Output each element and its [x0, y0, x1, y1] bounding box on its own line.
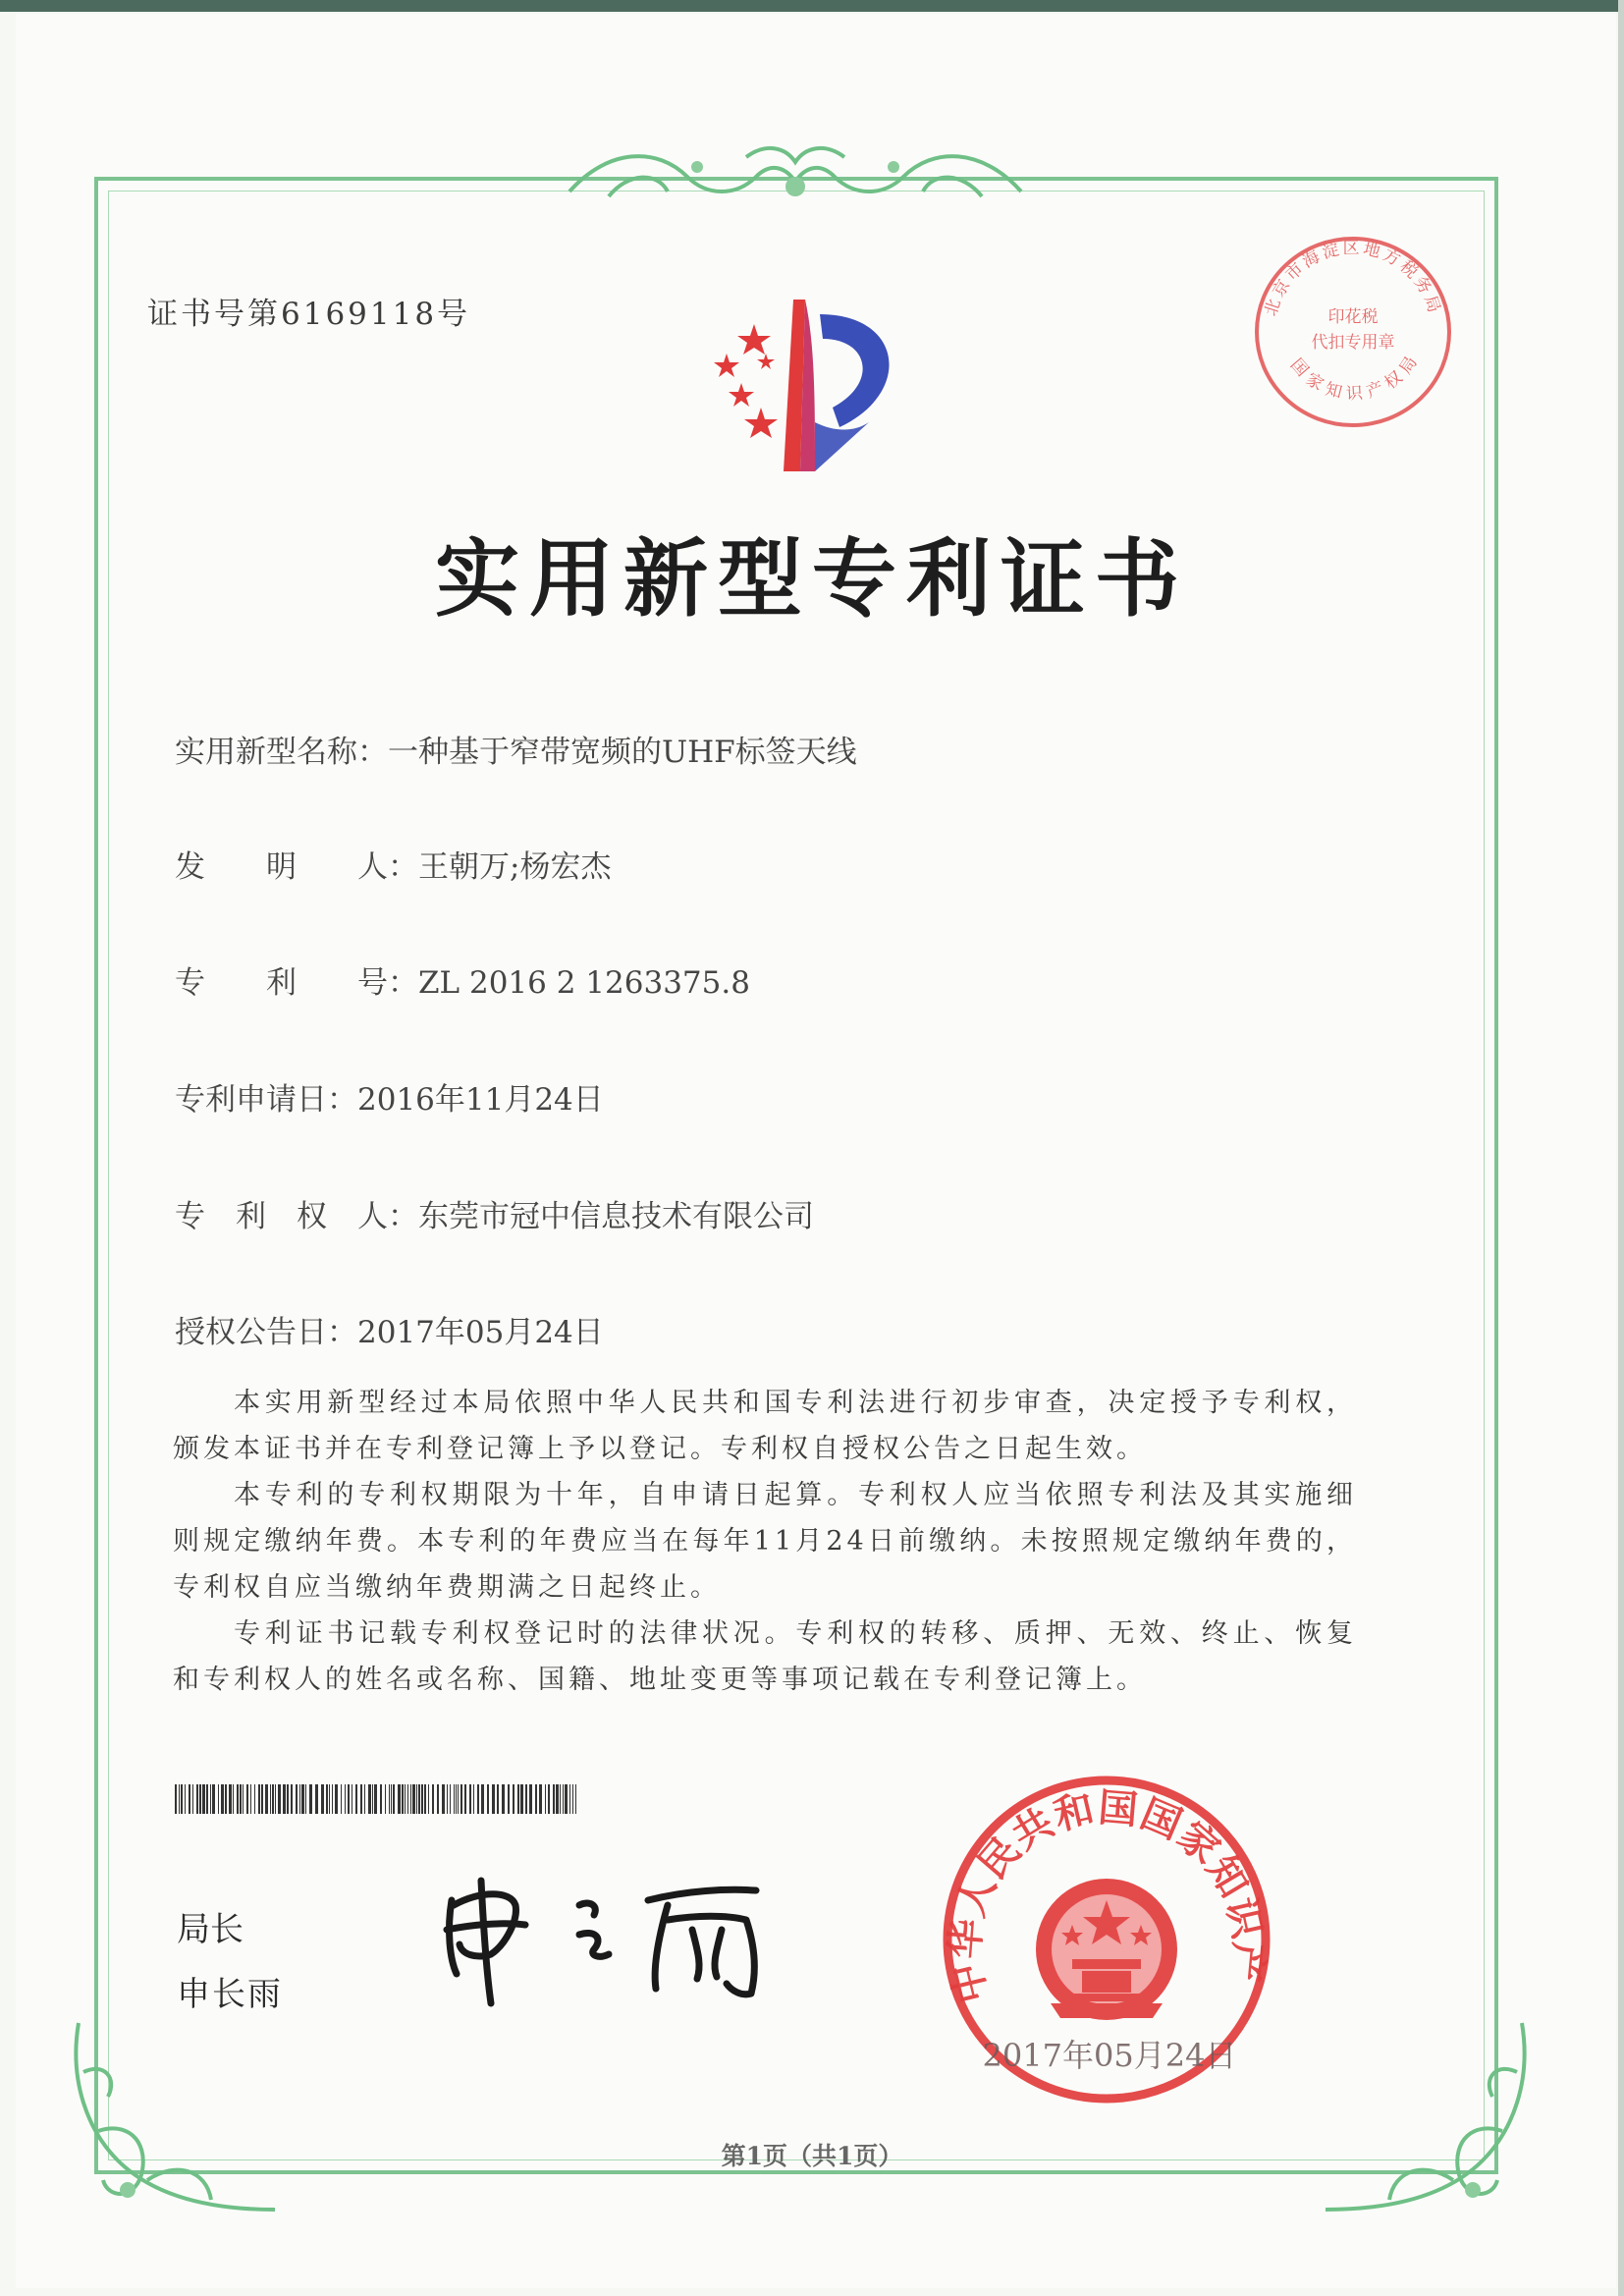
body-paragraph: 专利证书记载专利权登记时的法律状况。专利权的转移、质押、无效、终止、恢复和专利权人的姓名或名称、国籍、地址变更等事项记载在专利登记簿上。	[173, 1618, 1357, 1695]
body-paragraph: 本专利的专利权期限为十年，自申请日起算。专利权人应当依照专利法及其实施细则规定缴纳年费。本专利的年费应当在每年11月24日前缴纳。未按照规定缴纳年费的，专利权自应当缴纳年费期满之日起终止。	[173, 1480, 1357, 1603]
field-patentee	[175, 1191, 814, 1235]
national-emblem-icon	[1036, 1879, 1177, 2020]
field-value: 王朝万;杨宏杰	[418, 849, 612, 885]
certificate-number: 证书号第6169118号	[147, 297, 471, 332]
field-patent-number	[175, 957, 750, 1002]
field-label: 专利申请日：	[175, 1082, 357, 1118]
seal-date: 2017年05月24日	[982, 2037, 1237, 2074]
tax-stamp-outer-text: 北京市海淀区地方税务局	[1261, 238, 1445, 319]
field-label: 专 利 权 人：	[175, 1199, 418, 1234]
field-application-date	[175, 1074, 604, 1119]
field-label: 发 明 人：	[175, 849, 418, 885]
field-value: 2016年11月24日	[357, 1082, 604, 1118]
field-label: 授权公告日：	[175, 1315, 357, 1350]
tax-stamp-inner-1: 印花税	[1327, 307, 1379, 327]
tax-stamp-bottom-text: 国家知识产权局	[1285, 348, 1426, 405]
barcode	[175, 1784, 587, 1814]
certificate-title: 实用新型专利证书	[435, 529, 1189, 629]
field-grant-date	[175, 1307, 604, 1351]
field-label: 专 利 号：	[175, 965, 418, 1001]
page-indicator: 第1页（共1页）	[721, 2142, 903, 2170]
field-label: 实用新型名称：	[175, 735, 388, 770]
scan-edge	[0, 0, 1624, 12]
field-inventor	[175, 842, 611, 886]
field-value: 2017年05月24日	[357, 1315, 604, 1350]
field-utility-model-name	[175, 727, 857, 771]
body-paragraph: 本实用新型经过本局依照中华人民共和国专利法进行初步审查，决定授予专利权，颁发本证书并在专利登记簿上予以登记。专利权自授权公告之日起生效。	[173, 1388, 1357, 1464]
scan-edge-right	[1618, 0, 1624, 2296]
tax-stamp	[1245, 224, 1461, 434]
director-title: 局长	[177, 1910, 244, 1949]
tax-stamp-inner-2: 代扣专用章	[1311, 333, 1395, 353]
field-value: 一种基于窄带宽频的UHF标签天线	[388, 735, 857, 770]
seal-ring-text: 中华人民共和国国家知识产	[941, 1783, 1272, 2008]
certificate-body	[173, 1380, 1357, 1703]
patent-office-emblem	[668, 285, 923, 481]
top-ornament	[550, 137, 1041, 216]
svg-text:国家知识产权局	[1286, 349, 1425, 405]
field-value: ZL 2016 2 1263375.8	[418, 965, 750, 1001]
field-value: 东莞市冠中信息技术有限公司	[418, 1199, 814, 1234]
corner-ornament-right	[1306, 2013, 1542, 2239]
corner-ornament-left	[59, 2013, 295, 2239]
director-name: 申长雨	[177, 1975, 283, 2014]
director-signature	[432, 1861, 805, 2008]
